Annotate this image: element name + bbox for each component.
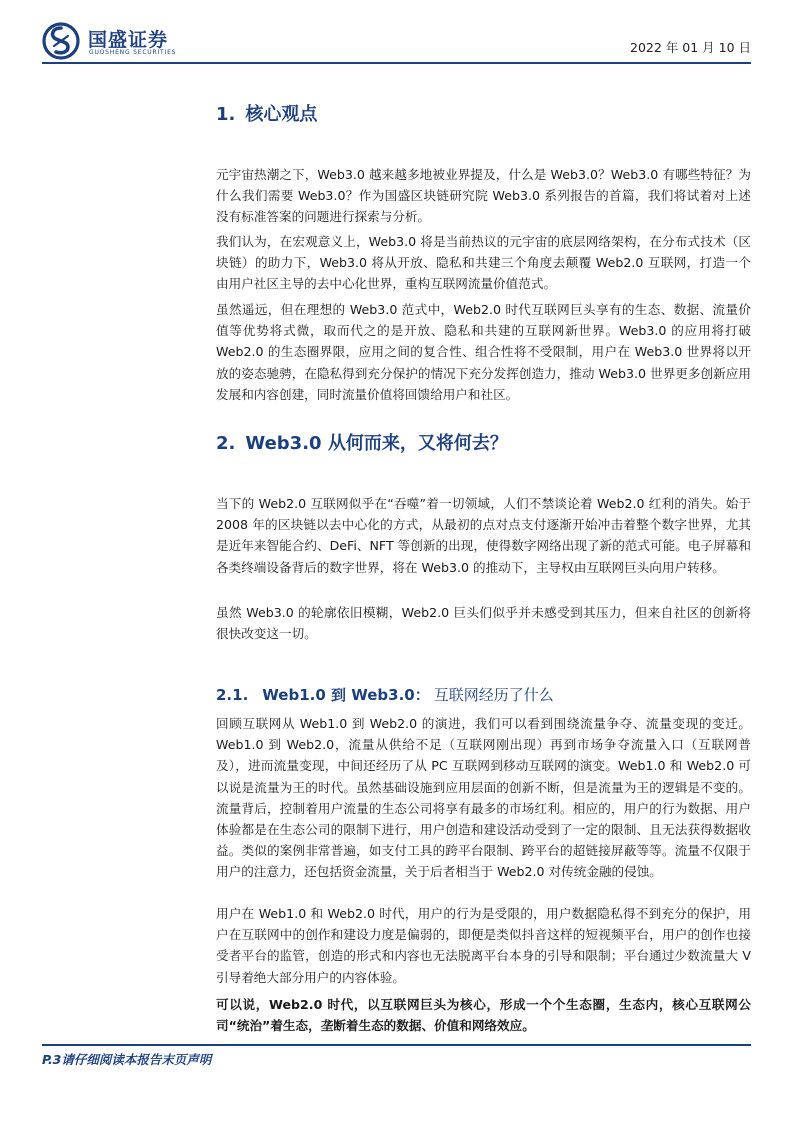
- logo-chinese-name: 国盛证券: [88, 29, 169, 51]
- footer-divider: [42, 1044, 751, 1046]
- section-title: Web3.0 从何而来，又将何去？: [245, 433, 508, 454]
- page-header: [0, 0, 793, 70]
- paragraph-5: 虽然 Web3.0 的轮廓依旧模糊，Web2.0 巨头们似乎并未感受到其压力，但来自社区的创新将很快改变这一切。: [216, 605, 751, 642]
- header-divider: [42, 62, 751, 64]
- subsection-heading-2-1: [216, 684, 554, 705]
- section-number: 2.: [216, 433, 236, 454]
- logo-mark-icon: [42, 22, 80, 60]
- company-logo: [42, 22, 202, 62]
- paragraph-3: 虽然遥远，但在理想的 Web3.0 范式中，Web2.0 时代互联网巨头享有的生态、数据、流量价值等优势将式微，取而代之的是开放、隐私和共建的互联网新世界。Web3.0 的应用将打破 Web2.0 的生态圈界限，应用之间的复合性、组合性将不受限制，用户在 Web3.0 世界将以开放的姿态驰骋，在隐私得到充分保护的情况下充分发挥创造力，推动 Web3.0 世界更多创新应用发展和内容创建，同时流量价值将回馈给用户和社区。: [216, 302, 751, 402]
- footer-disclaimer: P.3请仔细阅读本报告末页声明: [42, 1052, 212, 1067]
- section-number: 1.: [216, 104, 236, 125]
- section-heading-1: [216, 100, 317, 126]
- logo-english-name: GUOSHENG SECURITIES: [89, 49, 177, 56]
- section-heading-2: [216, 429, 508, 455]
- paragraph-1: 元宇宙热潮之下，Web3.0 越来越多地被业界提及，什么是 Web3.0？Web3.0 有哪些特征？为什么我们需要 Web3.0？作为国盛区块链研究院 Web3.0 系列报告的首篇，我们将试着对上述没有标准答案的问题进行探索与分析。: [216, 167, 751, 225]
- paragraph-7: 用户在 Web1.0 和 Web2.0 时代，用户的行为是受限的，用户数据隐私得不到充分的保护，用户在互联网中的创作和建设力度是偏弱的，即便是类似抖音这样的短视频平台，用户的创作也接受者平台的监管，创造的形式和内容也无法脱离平台本身的引导和限制；平台通过少数流量大 V 引导着绝大部分用户的内容体验。: [216, 906, 751, 985]
- paragraph-8: 可以说，Web2.0 时代，以互联网巨头为核心，形成一个个生态圈，生态内，核心互联网公司“统治”着生态，垄断着生态的数据、价值和网络效应。: [216, 997, 751, 1034]
- subsection-number: 2.1.: [216, 686, 249, 704]
- subsection-subtitle: 互联网经历了什么: [433, 686, 554, 704]
- paragraph-6: 回顾互联网从 Web1.0 到 Web2.0 的演进，我们可以看到围绕流量争夺、流量变现的变迁。Web1.0 到 Web2.0，流量从供给不足（互联网刚出现）再到市场争夺流量入口（互联网普及），进而流量变现，中间还经历了从 PC 互联网到移动互联网的演变。Web1.0 和 Web2.0 可以说是流量为王的时代。虽然基础设施到应用层面的创新不断，但是流量为王的逻辑是不变的。流量背后，控制着用户流量的生态公司将享有最多的市场红利。相应的，用户的行为数据、用户体验都是在生态公司的限制下进行，用户创造和建设活动受到了一定的限制、且无法获得数据收益。类似的案例非常普遍，如支付工具的跨平台限制、跨平台的超链接屏蔽等等。流量不仅限于用户的注意力，还包括资金流量，关于后者相当于 Web2.0 对传统金融的侵蚀。: [216, 716, 751, 880]
- paragraph-2: 我们认为，在宏观意义上，Web3.0 将是当前热议的元宇宙的底层网络架构，在分布式技术（区块链）的助力下，Web3.0 将从开放、隐私和共建三个角度去颠覆 Web2.0 互联网，打造一个由用户社区主导的去中心化世界，重构互联网流量价值范式。: [216, 234, 751, 292]
- section-title: 核心观点: [245, 104, 318, 125]
- paragraph-4: 当下的 Web2.0 互联网似乎在“吞噬”着一切领域，人们不禁谈论着 Web2.0 红利的消失。始于 2008 年的区块链以去中心化的方式，从最初的点对点支付逐渐开始冲击着整个数字世界，尤其是近年来智能合约、DeFi、NFT 等创新的出现，使得数字网络出现了新的范式可能。电子屏幕和各类终端设备背后的数字世界，将在 Web3.0 的推动下，主导权由互联网巨头向用户转移。: [216, 496, 751, 575]
- report-date: 2022 年 01 月 10 日: [630, 40, 751, 55]
- subsection-title: Web1.0 到 Web3.0：: [262, 686, 430, 704]
